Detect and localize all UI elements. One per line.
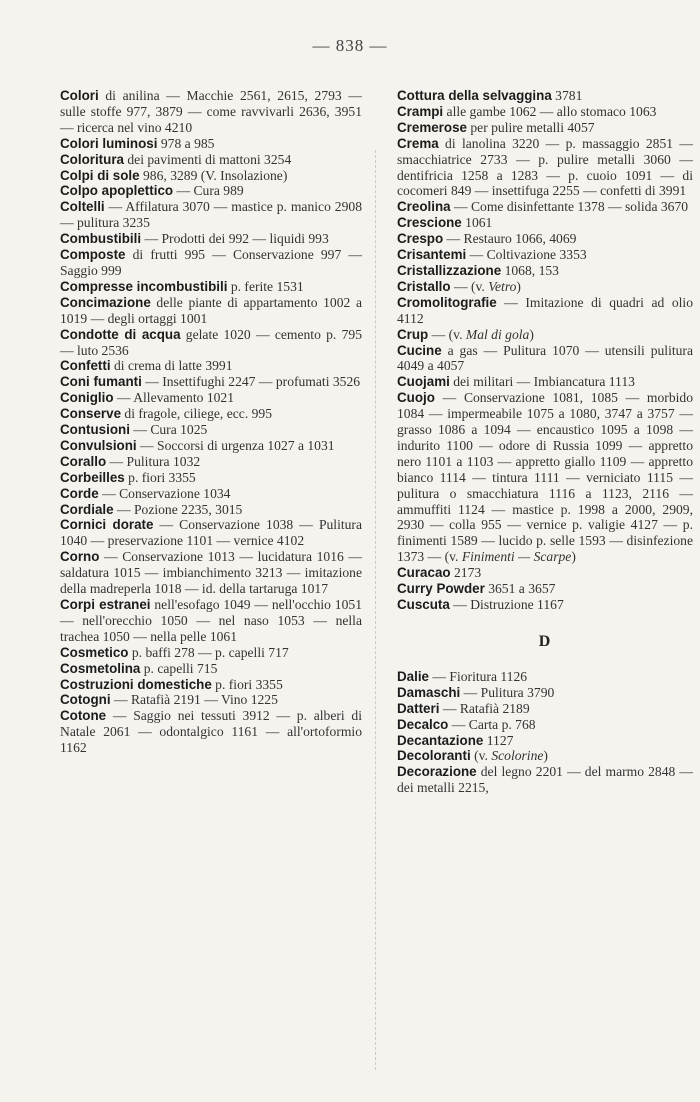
index-entry — [397, 295, 693, 327]
entry-references: — Soccorsi di urgenza 1027 a 1031 — [136, 437, 335, 453]
entry-headword: Cottura della selvaggina — [397, 88, 552, 103]
entry-references: — Conservazione 1038 — Pulitura 1040 — preservazione 1101 — vernice 4102 — [60, 517, 362, 549]
index-entry — [60, 358, 362, 374]
entry-references: — (v. — [450, 278, 489, 294]
entry-references: — (v. — [428, 326, 466, 342]
entry-headword: Contusioni — [60, 422, 130, 438]
entry-references: — Carta p. 768 — [448, 716, 536, 732]
section-letter-d: D — [538, 632, 552, 650]
entry-references: — Prodotti dei 992 — liquidi 993 — [141, 231, 329, 247]
entry-headword: Colpo apoplettico — [60, 183, 174, 199]
entry-headword: Composte — [60, 247, 126, 263]
index-entry — [397, 390, 693, 565]
entry-headword: Cornici dorate — [60, 517, 154, 533]
entry-headword: Crup — [397, 326, 429, 342]
entry-cross-reference: Vetro — [488, 278, 517, 294]
index-entry — [397, 581, 693, 597]
entry-headword: Combustibili — [60, 231, 142, 247]
index-entry — [60, 327, 362, 359]
index-entry — [397, 669, 693, 685]
entry-headword: Cristallizzazione — [397, 262, 502, 278]
entry-references: 3781 — [551, 88, 583, 103]
entry-headword: Cosmetolina — [60, 660, 141, 676]
entry-references: alle gambe 1062 — allo stomaco 1063 — [443, 103, 657, 119]
entry-references: 2173 — [450, 565, 482, 581]
entry-references: gelate 1020 — cemento p. 795 — luto 2536 — [60, 326, 362, 358]
entry-references: — Coltivazione 3353 — [466, 247, 587, 263]
entry-references: 986, 3289 (V. Insolazione) — [139, 167, 288, 183]
entry-references: 978 a 985 — [157, 135, 215, 151]
entry-headword: Costruzioni domestiche — [60, 676, 212, 692]
entry-references: — Ratafià 2189 — [439, 700, 530, 716]
entry-headword: Corpi estranei — [60, 597, 151, 612]
entry-headword: Decorazione — [397, 764, 477, 780]
index-entry — [60, 708, 362, 756]
index-entry — [60, 438, 362, 454]
entry-headword: Crespo — [397, 231, 444, 247]
index-entry — [60, 454, 362, 470]
entry-headword: Corno — [60, 549, 100, 565]
index-entry — [397, 231, 693, 247]
entry-references: — Pulitura 1032 — [106, 453, 201, 469]
index-entry — [60, 279, 362, 295]
entry-headword: Colori luminosi — [60, 135, 158, 151]
entry-references: — Conservazione 1013 — lucidatura 1016 — saldatura 1015 — imbianchimento 3213 — imitazione della madreperla 1018 — id. della tartaruga 1017 — [60, 549, 362, 597]
entry-references: del legno 2201 — del marmo 2848 — dei metalli 2215, — [397, 764, 693, 796]
entry-tail: ) — [529, 326, 534, 342]
entry-references: — Conservazione 1034 — [98, 485, 231, 501]
entry-references: nell'esofago 1049 — nell'occhio 1051 — nell'orecchio 1050 — nel naso 1053 — nella trachea 1050 — nella pelle 1061 — [60, 597, 362, 644]
entry-headword: Coltelli — [60, 199, 105, 215]
entry-references: p. ferite 1531 — [227, 278, 304, 294]
entry-headword: Convulsioni — [60, 437, 137, 453]
entry-references: p. fiori 3355 — [124, 469, 196, 485]
entry-references: (v. — [470, 748, 492, 764]
entry-references: di lanolina 3220 — p. massaggio 2851 — smacchiatrice 2733 — p. pulire metalli 3060 — dentifricia 1258 a 1283 — p. cuoio 1091 — di cocomeri 849 — insettifuga 2255 — confetti di 3991 — [397, 135, 693, 199]
entry-tail: ) — [543, 748, 548, 764]
entry-headword: Decoloranti — [397, 748, 471, 764]
index-entry — [397, 263, 693, 279]
entry-headword: Crema — [397, 135, 439, 151]
entry-headword: Creolina — [397, 199, 451, 215]
entry-cross-reference: Mal di gola — [465, 326, 530, 342]
entry-references: di anilina — Macchie 2561, 2615, 2793 — sulle stoffe 977, 3879 — come ravvivarli 2636, 3951 — ricerca nel vino 4210 — [60, 88, 362, 135]
index-entry — [60, 645, 362, 661]
entry-headword: Cosmetico — [60, 644, 129, 660]
index-entry — [60, 661, 362, 677]
column-divider — [375, 150, 376, 1070]
entry-references: delle piante di appartamento 1002 a 1019 — degli ortaggi 1001 — [60, 294, 362, 326]
entry-headword: Corbeilles — [60, 469, 125, 485]
index-entry — [60, 597, 362, 645]
entry-headword: Cromolitografie — [397, 294, 497, 310]
index-entry — [397, 215, 693, 231]
index-entry — [60, 295, 362, 327]
entry-headword: Decalco — [397, 716, 449, 732]
entry-references: dei pavimenti di mattoni 3254 — [123, 151, 292, 167]
entry-references: di fragole, ciliege, ecc. 995 — [121, 406, 273, 422]
entry-references: dei militari — Imbiancatura 1113 — [449, 374, 635, 390]
entry-cross-reference: Finimenti — Scarpe — [461, 549, 572, 565]
index-entry — [397, 597, 693, 613]
entry-headword: Cristallo — [397, 278, 451, 294]
entry-headword: Cotogni — [60, 692, 111, 708]
entry-references: — Pozione 2235, 3015 — [113, 501, 243, 517]
index-entry — [397, 136, 693, 200]
entry-references: — Allevamento 1021 — [113, 390, 235, 406]
entry-references: — Insettifughi 2247 — profumati 3526 — [141, 374, 361, 390]
entry-tail: ) — [516, 278, 521, 294]
index-entries-c — [397, 88, 693, 613]
index-entry — [397, 374, 693, 390]
entry-references: di frutti 995 — Conservazione 997 — Saggio 999 — [60, 247, 362, 278]
entry-references: — Saggio nei tessuti 3912 — p. alberi di Natale 2061 — odontalgico 1161 — all'ortoformio 1162 — [60, 708, 362, 756]
entry-headword: Curry Powder — [397, 581, 485, 597]
index-column-left — [60, 88, 362, 756]
entry-references: per pulire metalli 4057 — [466, 119, 595, 135]
entry-headword: Corde — [60, 485, 99, 501]
entry-references: — Pulitura 3790 — [460, 684, 555, 700]
index-entry — [60, 549, 362, 597]
index-entry — [397, 199, 693, 215]
entry-references: — Conservazione 1081, 1085 — morbido 1084 — impermeabile 1075 a 1080, 3747 a 3757 — grasso 1086 a 1094 — encaustico 1095 a 1098 — indurito 1100 — odore di Russia 1099 — appretto nero 1101 a 1103 — appretto giallo 1109 — appretto bianco 1114 — tintura 1111 — verniciato 1115 — pulitura o smacchiatura 1116 a 1123, 2116 — ammuffiti 1124 — mastice p. 1998 a 2000, 2909, 2930 — colla 955 — vernice p. valigie 4127 — p. finimenti 1589 — lucido p. selle 1593 — disinfezione 1373 — (v. — [397, 390, 693, 565]
entry-references: 1127 — [483, 732, 514, 748]
entry-references: — Cura 1025 — [129, 422, 208, 438]
index-entry — [397, 279, 693, 295]
entry-references: p. baffi 278 — p. capelli 717 — [128, 644, 289, 660]
entry-headword: Condotte di acqua — [60, 326, 181, 342]
index-entry — [397, 343, 693, 375]
entry-headword: Cotone — [60, 708, 107, 724]
entry-references: 1061 — [461, 215, 493, 231]
index-entry — [397, 717, 693, 733]
entry-headword: Conserve — [60, 406, 122, 422]
entry-references: — Ratafià 2191 — Vino 1225 — [110, 692, 278, 708]
index-entry — [397, 247, 693, 263]
entry-references: di crema di latte 3991 — [110, 358, 233, 374]
entry-headword: Cuojo — [397, 390, 435, 406]
index-entry — [397, 120, 693, 136]
page-number: — 838 — — [312, 36, 388, 55]
index-entry — [60, 470, 362, 486]
entry-headword: Decantazione — [397, 732, 484, 748]
entry-headword: Colpi di sole — [60, 167, 140, 183]
index-entry — [397, 733, 693, 749]
entry-headword: Corallo — [60, 453, 107, 469]
entry-headword: Confetti — [60, 358, 111, 374]
entry-headword: Crescione — [397, 215, 462, 231]
entry-headword: Datteri — [397, 700, 440, 716]
index-entry — [397, 565, 693, 581]
entry-references: — Fioritura 1126 — [429, 668, 528, 684]
entry-references: — Cura 989 — [173, 183, 244, 199]
entry-references: — Distruzione 1167 — [449, 597, 564, 612]
index-entry — [60, 692, 362, 708]
entry-headword: Colori — [60, 88, 99, 103]
index-entry — [60, 183, 362, 199]
entry-references: — Affilatura 3070 — mastice p. manico 2908 — pulitura 3235 — [60, 199, 362, 231]
index-entry — [60, 422, 362, 438]
index-entry — [397, 88, 693, 104]
index-entry — [60, 168, 362, 184]
entry-headword: Crisantemi — [397, 247, 467, 263]
entry-headword: Cucine — [397, 342, 442, 358]
entry-references: 3651 a 3657 — [484, 581, 556, 597]
entry-references: a gas — Pulitura 1070 — utensili pulitura 4049 a 4057 — [397, 342, 693, 374]
entry-headword: Crampi — [397, 103, 444, 119]
entry-references: 1068, 153 — [501, 262, 559, 278]
entry-headword: Damaschi — [397, 684, 461, 700]
index-entry — [60, 390, 362, 406]
index-entry — [60, 88, 362, 136]
entry-headword: Cremerose — [397, 119, 467, 135]
index-column-right — [397, 88, 693, 796]
index-entry — [397, 764, 693, 796]
entry-headword: Cuscuta — [397, 597, 450, 612]
index-entries-d — [397, 669, 693, 796]
index-entry — [397, 685, 693, 701]
entry-headword: Compresse incombustibili — [60, 278, 228, 294]
entry-headword: Cuojami — [397, 374, 450, 390]
index-entry — [60, 502, 362, 518]
index-entry — [60, 406, 362, 422]
entry-headword: Curacao — [397, 565, 451, 581]
entry-headword: Coni fumanti — [60, 374, 142, 390]
entry-headword: Coniglio — [60, 390, 114, 406]
entry-headword: Cordiale — [60, 501, 114, 517]
entry-references: — Restauro 1066, 4069 — [443, 231, 577, 247]
entry-tail: ) — [571, 549, 576, 565]
entry-references: — Come disinfettante 1378 — solida 3670 — [450, 199, 689, 215]
entry-headword: Coloritura — [60, 151, 124, 167]
index-entry — [60, 136, 362, 152]
index-entry — [397, 104, 693, 120]
entry-references: — Imitazione di quadri ad olio 4112 — [397, 294, 693, 326]
entry-headword: Concimazione — [60, 294, 151, 310]
entry-references: p. capelli 715 — [140, 660, 218, 676]
index-entry — [60, 231, 362, 247]
index-entry — [397, 327, 693, 343]
index-entry — [60, 517, 362, 549]
index-entry — [397, 701, 693, 717]
entry-headword: Dalie — [397, 668, 430, 684]
entry-references: p. fiori 3355 — [211, 676, 283, 692]
index-entry — [60, 677, 362, 693]
index-entry — [60, 374, 362, 390]
index-entry — [60, 247, 362, 279]
index-entry — [60, 152, 362, 168]
index-entry — [60, 199, 362, 231]
index-entry — [60, 486, 362, 502]
index-entry — [397, 748, 693, 764]
entry-cross-reference: Scolorine — [491, 748, 544, 764]
